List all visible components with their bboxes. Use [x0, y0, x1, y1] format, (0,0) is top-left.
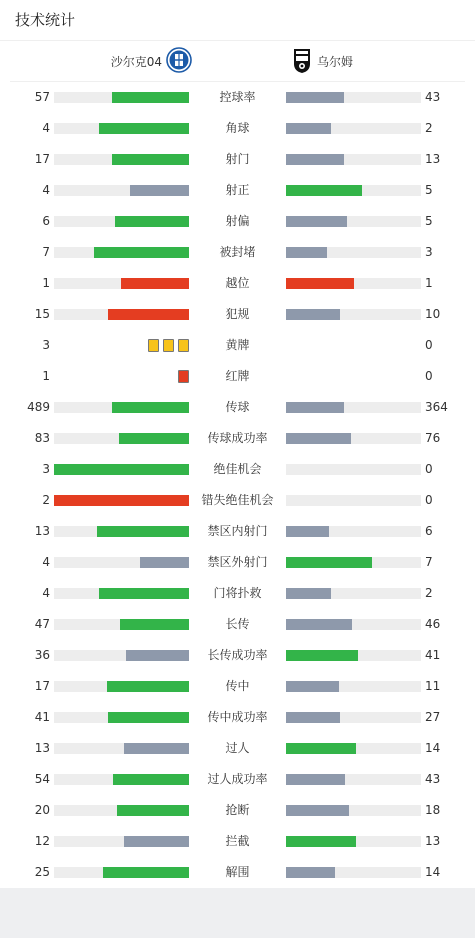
home-bar-track	[54, 278, 189, 289]
home-bar	[112, 402, 189, 413]
away-bar	[286, 712, 340, 723]
away-value: 14	[425, 741, 441, 755]
home-bar	[140, 557, 189, 568]
stat-label: 抢断	[225, 803, 250, 817]
home-bar-track	[54, 309, 189, 320]
away-value: 14	[425, 865, 441, 879]
stat-row	[0, 609, 475, 640]
home-value: 4	[42, 121, 50, 135]
home-team-name: 沙尔克04	[110, 54, 162, 69]
home-value: 1	[42, 369, 50, 383]
page-title: 技术统计	[0, 0, 475, 41]
home-value: 36	[34, 648, 50, 662]
home-bar-track	[54, 588, 189, 599]
stat-label: 红牌	[225, 369, 250, 383]
away-bar	[286, 154, 344, 165]
stat-row	[0, 547, 475, 578]
away-bar-track	[286, 495, 421, 506]
home-value: 13	[34, 741, 50, 755]
away-value: 6	[425, 524, 433, 538]
away-bar-track	[286, 185, 421, 196]
home-value: 4	[42, 586, 50, 600]
home-value: 4	[42, 183, 50, 197]
away-value: 3	[425, 245, 433, 259]
home-bar	[115, 216, 189, 227]
home-bar	[124, 743, 189, 754]
stat-label: 黄牌	[225, 338, 250, 352]
stat-label: 控球率	[219, 90, 256, 104]
home-bar	[108, 309, 189, 320]
stat-label: 传球成功率	[207, 431, 268, 445]
stat-row	[0, 175, 475, 206]
home-bar-track	[54, 805, 189, 816]
stat-row	[0, 206, 475, 237]
away-bar-track	[286, 774, 421, 785]
schalke-04-crest-icon	[166, 47, 192, 76]
home-value: 6	[42, 214, 50, 228]
home-bar	[119, 433, 189, 444]
home-bar-track	[54, 464, 189, 475]
stat-label: 传球	[225, 400, 250, 414]
away-value: 2	[425, 586, 433, 600]
stat-label: 禁区内射门	[207, 524, 268, 538]
away-bar	[286, 185, 362, 196]
home-value: 4	[42, 555, 50, 569]
away-bar-track	[286, 712, 421, 723]
ssv-ulm-crest-icon	[293, 46, 311, 77]
stat-row	[0, 392, 475, 423]
stat-row	[0, 857, 475, 888]
home-bar	[124, 836, 189, 847]
home-value: 2	[42, 493, 50, 507]
home-value: 20	[34, 803, 50, 817]
away-bar-track	[286, 743, 421, 754]
home-bar-track	[54, 433, 189, 444]
home-value: 54	[34, 772, 50, 786]
away-bar	[286, 278, 354, 289]
stat-label: 绝佳机会	[213, 462, 262, 476]
stat-row	[0, 423, 475, 454]
away-bar-track	[286, 526, 421, 537]
away-value: 5	[425, 183, 433, 197]
stat-label: 越位	[225, 276, 250, 290]
away-bar	[286, 526, 329, 537]
stat-row	[0, 516, 475, 547]
away-value: 0	[425, 493, 433, 507]
away-bar	[286, 619, 352, 630]
away-value: 0	[425, 462, 433, 476]
stat-label: 错失绝佳机会	[201, 493, 274, 507]
home-bar	[108, 712, 189, 723]
away-value: 46	[425, 617, 441, 631]
away-bar	[286, 557, 372, 568]
away-team-name: 乌尔姆	[317, 54, 354, 69]
stat-row	[0, 640, 475, 671]
stat-label: 长传成功率	[207, 648, 268, 662]
home-bar	[117, 805, 189, 816]
away-value: 76	[425, 431, 441, 445]
teams-header	[10, 41, 465, 82]
stat-row	[0, 113, 475, 144]
stat-row	[0, 82, 475, 113]
stat-label: 射正	[225, 183, 250, 197]
stat-row	[0, 237, 475, 268]
away-value: 0	[425, 369, 433, 383]
stat-label: 禁区外射门	[207, 555, 268, 569]
away-bar	[286, 402, 344, 413]
home-bar	[54, 495, 189, 506]
away-bar-track	[286, 650, 421, 661]
home-bar	[126, 650, 189, 661]
home-value: 1	[42, 276, 50, 290]
yellow-card-icon	[178, 339, 189, 352]
stat-label: 犯规	[225, 307, 250, 321]
stat-label: 射门	[225, 152, 250, 166]
away-bar-track	[286, 123, 421, 134]
away-bar	[286, 247, 327, 258]
home-bar-track	[54, 557, 189, 568]
away-value: 5	[425, 214, 433, 228]
away-bar	[286, 650, 358, 661]
home-value: 3	[42, 462, 50, 476]
stat-label: 过人	[225, 741, 250, 755]
home-bar-track	[54, 495, 189, 506]
home-cards	[178, 370, 189, 383]
home-bar	[112, 92, 189, 103]
away-bar-track	[286, 557, 421, 568]
stat-row	[0, 826, 475, 857]
home-bar-track	[54, 712, 189, 723]
away-value: 10	[425, 307, 441, 321]
home-value: 57	[34, 90, 50, 104]
away-bar	[286, 774, 345, 785]
home-bar-track	[54, 867, 189, 878]
stat-row	[0, 485, 475, 516]
home-value: 489	[27, 400, 50, 414]
home-value: 47	[34, 617, 50, 631]
stat-label: 射偏	[225, 214, 250, 228]
home-bar-track	[54, 836, 189, 847]
away-value: 11	[425, 679, 441, 693]
away-bar-track	[286, 216, 421, 227]
away-bar-track	[286, 247, 421, 258]
home-bar	[99, 588, 189, 599]
away-value: 18	[425, 803, 441, 817]
home-bar	[103, 867, 189, 878]
away-bar	[286, 588, 331, 599]
home-value: 12	[34, 834, 50, 848]
stat-label: 传中成功率	[207, 710, 268, 724]
away-bar-track	[286, 402, 421, 413]
away-bar-track	[286, 588, 421, 599]
home-bar-track	[54, 123, 189, 134]
away-bar-track	[286, 433, 421, 444]
away-bar-track	[286, 681, 421, 692]
away-bar-track	[286, 805, 421, 816]
away-value: 1	[425, 276, 433, 290]
stat-row	[0, 299, 475, 330]
home-bar	[54, 464, 189, 475]
home-bar	[112, 154, 189, 165]
away-bar	[286, 92, 344, 103]
away-value: 2	[425, 121, 433, 135]
home-team[interactable]	[111, 49, 192, 73]
away-bar	[286, 309, 340, 320]
home-bar	[107, 681, 189, 692]
stat-row	[0, 702, 475, 733]
home-bar-track	[54, 650, 189, 661]
stat-label: 被封堵	[219, 245, 256, 259]
away-value: 364	[425, 400, 448, 414]
home-value: 3	[42, 338, 50, 352]
stat-row	[0, 733, 475, 764]
home-bar-track	[54, 247, 189, 258]
home-cards	[148, 339, 189, 352]
away-bar	[286, 743, 356, 754]
stats-list	[0, 82, 475, 888]
stat-row	[0, 268, 475, 299]
away-bar	[286, 216, 347, 227]
home-bar	[97, 526, 189, 537]
home-value: 15	[34, 307, 50, 321]
home-value: 13	[34, 524, 50, 538]
stat-label: 长传	[225, 617, 250, 631]
away-bar-track	[286, 867, 421, 878]
away-bar-track	[286, 309, 421, 320]
home-bar	[120, 619, 189, 630]
home-bar-track	[54, 743, 189, 754]
away-bar-track	[286, 464, 421, 475]
away-bar	[286, 836, 356, 847]
stat-row	[0, 361, 475, 392]
away-bar-track	[286, 836, 421, 847]
away-value: 7	[425, 555, 433, 569]
stat-label: 过人成功率	[207, 772, 268, 786]
stat-label: 角球	[225, 121, 250, 135]
home-bar	[113, 774, 189, 785]
home-bar-track	[54, 216, 189, 227]
home-value: 41	[34, 710, 50, 724]
away-value: 27	[425, 710, 441, 724]
away-bar-track	[286, 278, 421, 289]
away-bar-track	[286, 619, 421, 630]
stat-label: 拦截	[225, 834, 250, 848]
away-bar-track	[286, 92, 421, 103]
home-bar-track	[54, 681, 189, 692]
stat-row	[0, 671, 475, 702]
home-value: 25	[34, 865, 50, 879]
away-value: 13	[425, 152, 441, 166]
yellow-card-icon	[148, 339, 159, 352]
stat-label: 传中	[225, 679, 250, 693]
home-bar-track	[54, 526, 189, 537]
stat-row	[0, 144, 475, 175]
home-bar	[121, 278, 189, 289]
home-bar-track	[54, 154, 189, 165]
away-value: 43	[425, 90, 441, 104]
home-bar	[130, 185, 189, 196]
away-bar	[286, 123, 331, 134]
home-bar-track	[54, 402, 189, 413]
away-bar	[286, 681, 339, 692]
yellow-card-icon	[163, 339, 174, 352]
home-value: 7	[42, 245, 50, 259]
away-bar	[286, 433, 351, 444]
away-value: 43	[425, 772, 441, 786]
home-bar-track	[54, 619, 189, 630]
stat-label: 门将扑救	[213, 586, 262, 600]
home-value: 83	[34, 431, 50, 445]
stat-row	[0, 578, 475, 609]
home-bar	[94, 247, 189, 258]
away-bar	[286, 867, 335, 878]
home-bar	[99, 123, 189, 134]
stat-row	[0, 454, 475, 485]
stat-row	[0, 330, 475, 361]
stat-row	[0, 795, 475, 826]
away-team[interactable]	[293, 47, 353, 75]
away-value: 0	[425, 338, 433, 352]
stat-label: 解围	[225, 865, 250, 879]
away-value: 41	[425, 648, 441, 662]
red-card-icon	[178, 370, 189, 383]
home-bar-track	[54, 92, 189, 103]
home-bar-track	[54, 185, 189, 196]
home-value: 17	[34, 152, 50, 166]
away-value: 13	[425, 834, 441, 848]
home-bar-track	[54, 774, 189, 785]
away-bar	[286, 805, 349, 816]
home-value: 17	[34, 679, 50, 693]
stat-row	[0, 764, 475, 795]
away-bar-track	[286, 154, 421, 165]
